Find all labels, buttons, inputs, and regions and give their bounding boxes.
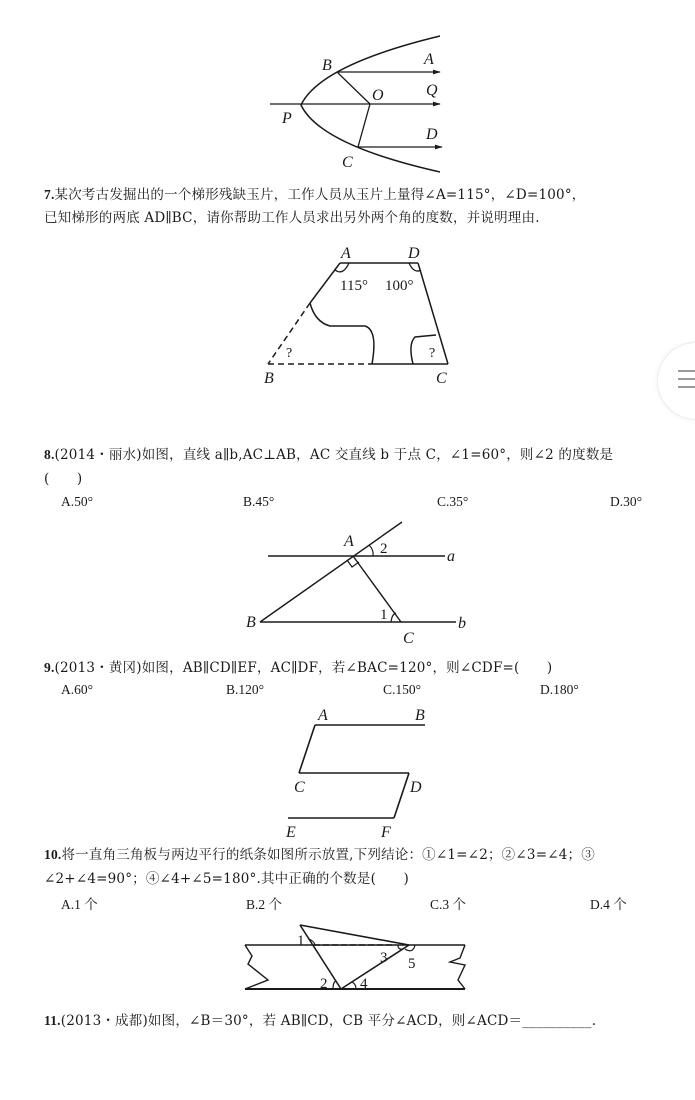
option-D[interactable]: D.4 个	[590, 897, 627, 912]
option-A[interactable]: A.1 个	[61, 897, 98, 912]
angle-C-unknown: ?	[429, 346, 436, 361]
label-A: A	[344, 533, 354, 550]
label-angle-4: 4	[360, 976, 368, 992]
option-C[interactable]: C.35°	[437, 494, 469, 509]
label-angle-5: 5	[408, 956, 416, 972]
figure-zigzag-parallel	[270, 700, 440, 845]
figure-parabola	[260, 30, 460, 180]
label-angle-1: 1	[297, 933, 305, 949]
label-D: D	[410, 779, 422, 796]
question-8-line-1: 8.(2014・丽水)如图，直线 a∥b,AC⊥AB，AC 交直线 b 于点 C，∠1=60°，则∠2 的度数是	[44, 447, 614, 463]
angle-B-unknown: ?	[286, 346, 293, 361]
option-C[interactable]: C.150°	[383, 682, 422, 697]
option-D[interactable]: D.30°	[610, 494, 643, 509]
option-D[interactable]: D.180°	[540, 682, 579, 697]
label-angle-3: 3	[380, 950, 388, 966]
label-angle-2: 2	[320, 976, 328, 992]
option-A[interactable]: A.60°	[61, 682, 94, 697]
option-A[interactable]: A.50°	[61, 494, 94, 509]
label-B: B	[264, 370, 274, 387]
side-menu-button[interactable]	[657, 342, 695, 420]
question-9-line-1: 9.(2013・黄冈)如图，AB∥CD∥EF，AC∥DF，若∠BAC=120°，则∠CDF=( )	[44, 660, 553, 676]
option-B[interactable]: B.2 个	[246, 897, 283, 912]
figure-parallel-lines-triangle	[240, 515, 480, 650]
label-angle-1: 1	[380, 607, 388, 623]
label-A: A	[424, 51, 434, 68]
question-10-line-1: 10.将一直角三角板与两边平行的纸条如图所示放置,下列结论：①∠1=∠2；②∠3=∠4；③	[44, 847, 595, 863]
question-11-number: 11.	[44, 1013, 61, 1028]
angle-D-value: 100°	[385, 278, 414, 294]
label-A: A	[318, 707, 328, 724]
label-B: B	[246, 614, 256, 631]
label-C: C	[342, 154, 353, 171]
label-O: O	[372, 87, 384, 104]
question-10-line-2: ∠2+∠4=90°；④∠4+∠5=180°.其中正确的个数是( )	[44, 871, 409, 887]
question-7-number: 7.	[44, 187, 55, 202]
question-9-number: 9.	[44, 660, 55, 675]
label-C: C	[294, 779, 305, 796]
label-P: P	[282, 110, 292, 127]
label-line-b: b	[458, 615, 466, 632]
figure-trapezoid	[250, 240, 460, 390]
label-angle-2: 2	[380, 541, 388, 557]
question-11-line-1: 11.(2013・成都)如图，∠B＝30°，若 AB∥CD，CB 平分∠ACD，则∠ACD＝__________.	[44, 1013, 597, 1029]
label-B: B	[415, 707, 425, 724]
question-8-number: 8.	[44, 447, 55, 462]
answer-blank[interactable]: __________	[522, 1013, 592, 1029]
label-C: C	[403, 630, 414, 647]
label-E: E	[286, 824, 296, 841]
label-D: D	[426, 126, 438, 143]
label-B: B	[322, 57, 332, 74]
angle-A-value: 115°	[340, 278, 368, 294]
figure-triangle-on-strip	[235, 910, 475, 1000]
label-line-a: a	[447, 548, 455, 565]
question-7-line-2: 已知梯形的两底 AD∥BC，请你帮助工作人员求出另外两个角的度数，并说明理由.	[44, 210, 540, 226]
label-C: C	[436, 370, 447, 387]
option-B[interactable]: B.120°	[226, 682, 265, 697]
question-7-line-1: 7.某次考古发掘出的一个梯形残缺玉片，工作人员从玉片上量得∠A=115°，∠D=100°，	[44, 187, 586, 203]
option-C[interactable]: C.3 个	[430, 897, 467, 912]
label-A: A	[341, 245, 351, 262]
label-F: F	[381, 824, 391, 841]
label-Q: Q	[426, 82, 438, 99]
option-B[interactable]: B.45°	[243, 494, 275, 509]
label-D: D	[408, 245, 420, 262]
question-8-line-2: ( )	[44, 471, 83, 487]
question-10-number: 10.	[44, 847, 62, 862]
